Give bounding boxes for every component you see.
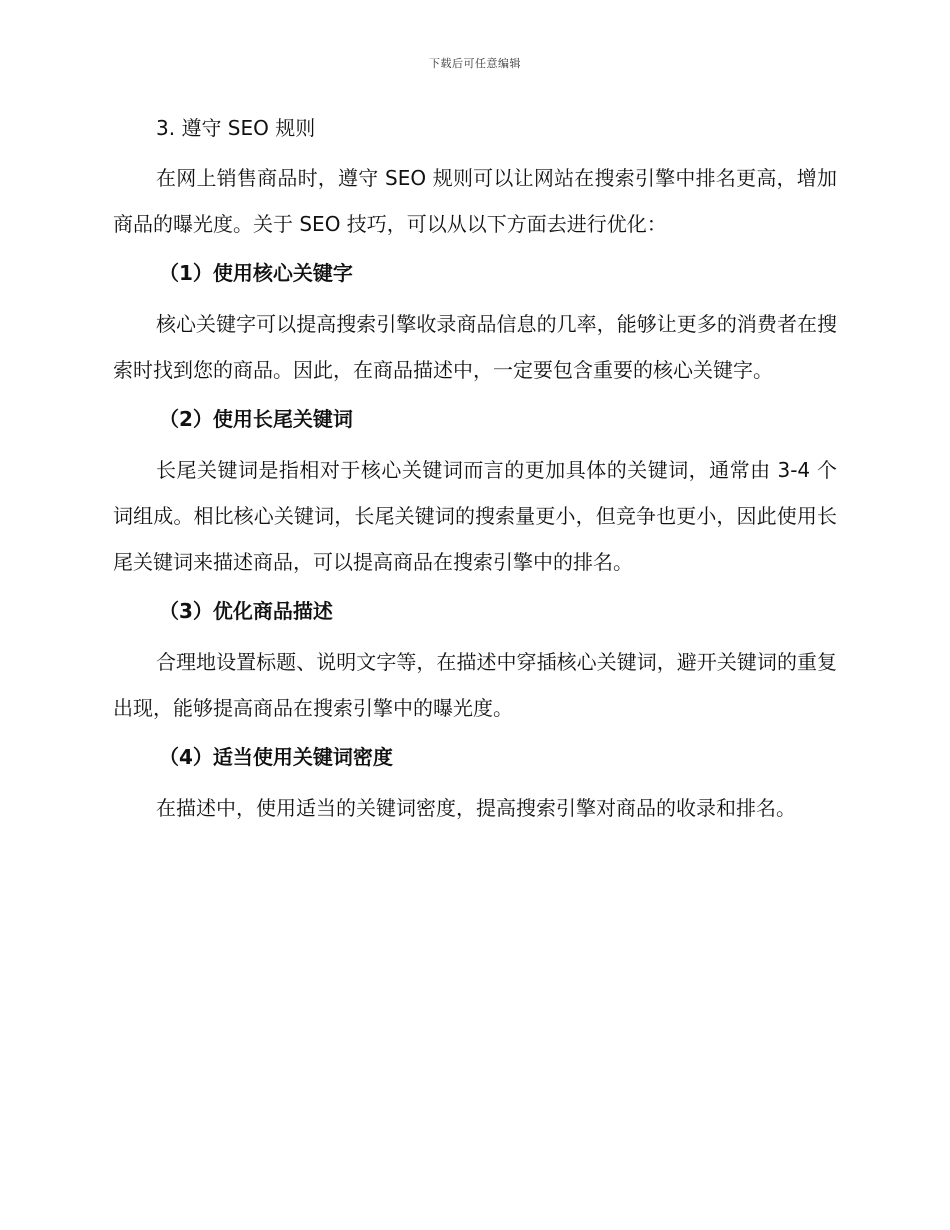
item-2-heading: （2）使用长尾关键词 [159, 407, 353, 431]
item-3 [113, 595, 837, 731]
item-1-body: 核心关键字可以提高搜索引擎收录商品信息的几率，能够让更多的消费者在搜索时找到您的商品。因此，在商品描述中，一定要包含重要的核心关键字。 [113, 312, 837, 382]
item-3-heading: （3）优化商品描述 [159, 599, 333, 623]
item-4 [113, 741, 837, 831]
item-4-body: 在描述中，使用适当的关键词密度，提高搜索引擎对商品的收录和排名。 [156, 796, 796, 820]
item-2-body: 长尾关键词是指相对于核心关键词而言的更加具体的关键词，通常由 3-4 个词组成。相比核心关键词，长尾关键词的搜索量更小，但竞争也更小，因此使用长尾关键词来描述商品，可以提高商品在搜索引擎中的排名。 [113, 458, 837, 574]
item-3-body: 合理地设置标题、说明文字等，在描述中穿插核心关键词，避开关键词的重复出现，能够提高商品在搜索引擎中的曝光度。 [113, 650, 837, 720]
document-body [113, 112, 837, 831]
item-4-heading: （4）适当使用关键词密度 [159, 745, 393, 769]
item-1-heading: （1）使用核心关键字 [159, 261, 353, 285]
intro-paragraph: 在网上销售商品时，遵守 SEO 规则可以让网站在搜索引擎中排名更高，增加商品的曝光度。关于 SEO 技巧，可以从以下方面去进行优化： [113, 166, 837, 236]
item-2 [113, 403, 837, 585]
header-note: 下载后可任意编辑 [429, 57, 521, 70]
item-1 [113, 257, 837, 393]
section-title: 3. 遵守 SEO 规则 [156, 116, 316, 140]
